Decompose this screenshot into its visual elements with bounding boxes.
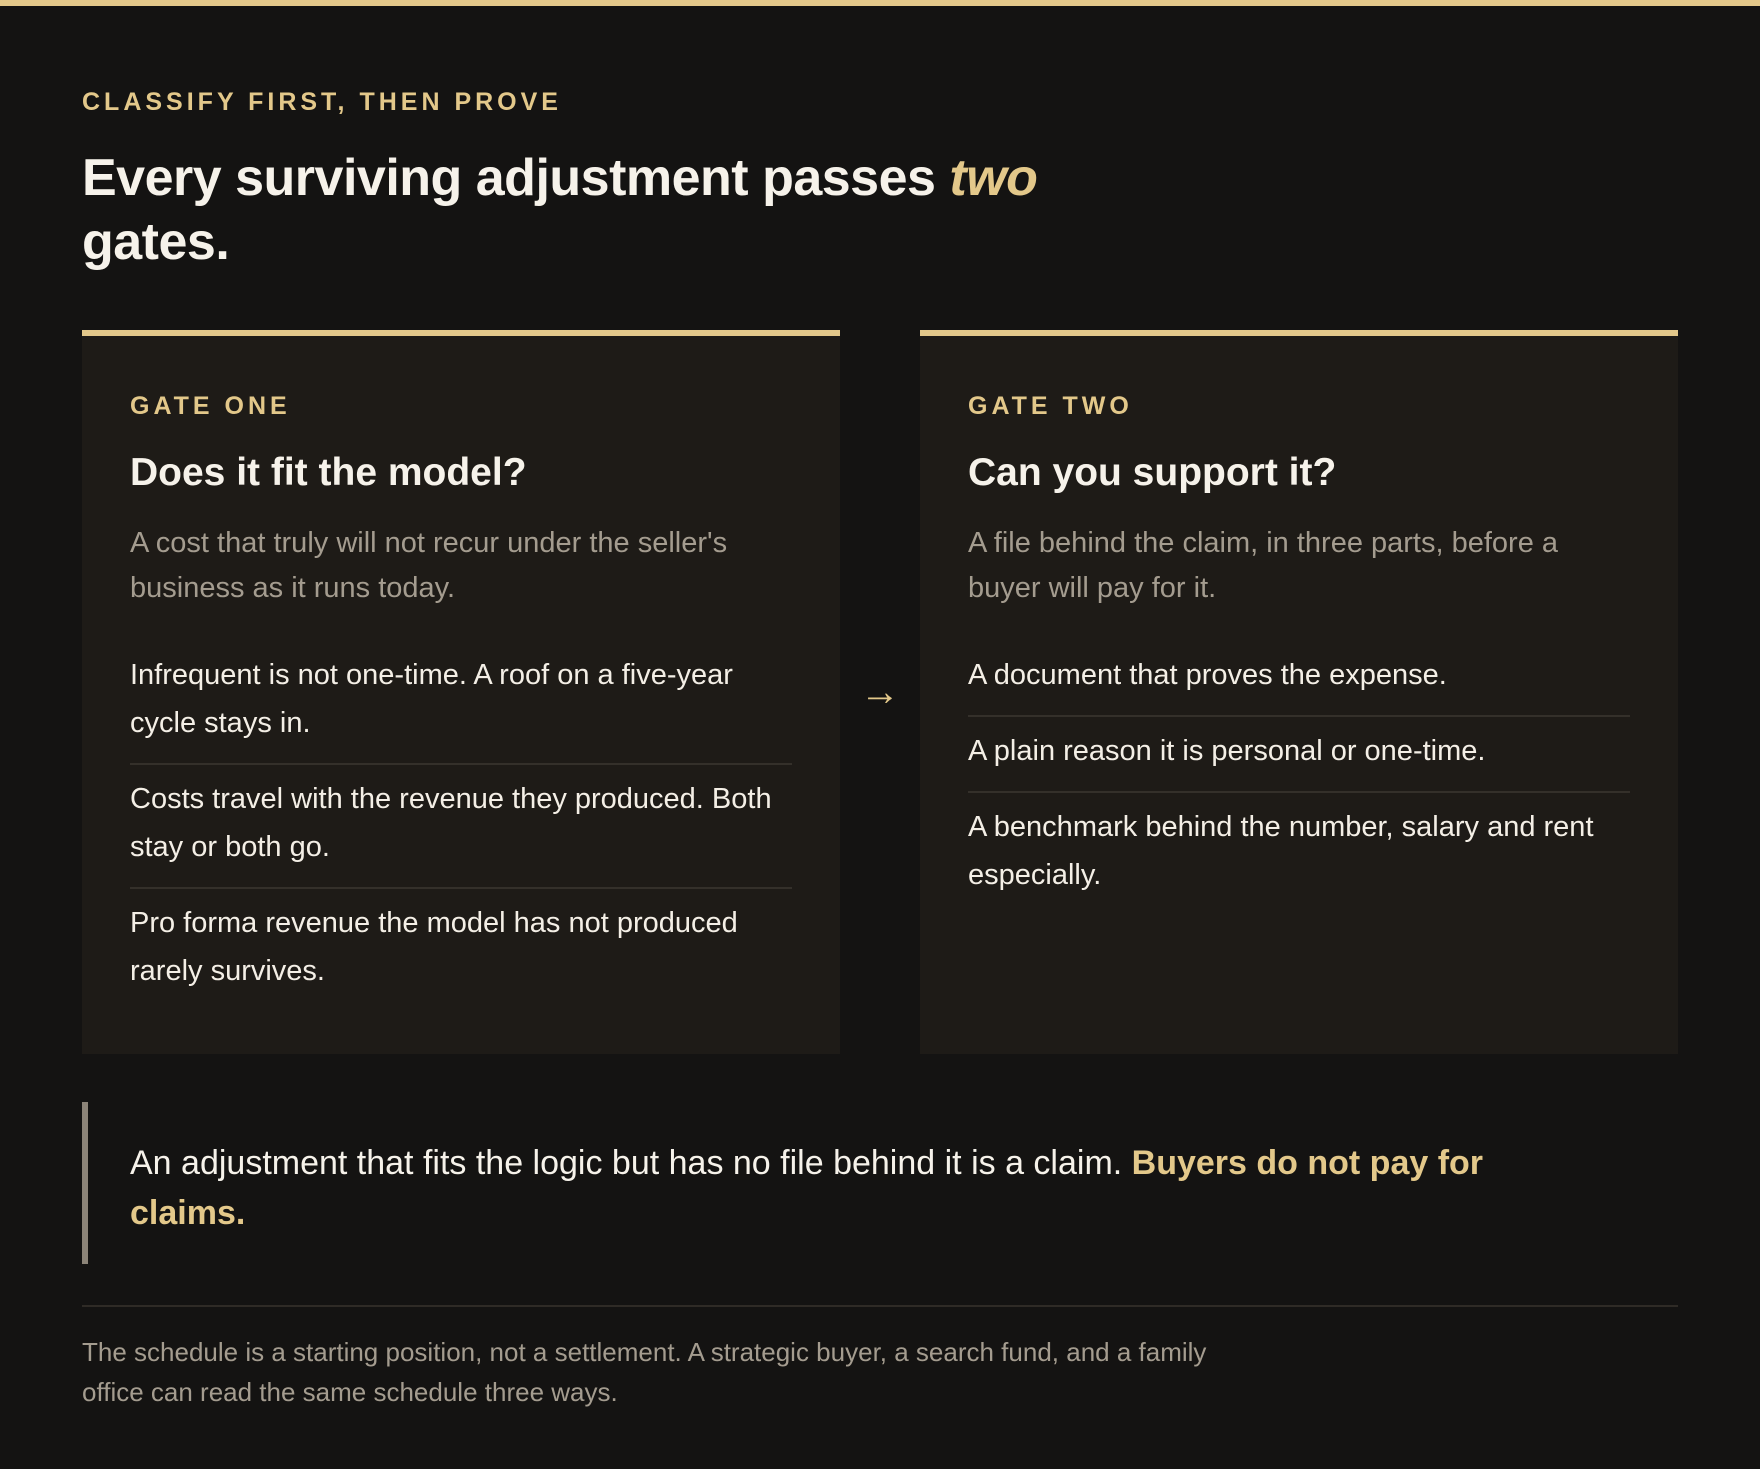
headline-emphasis: two [949, 149, 1038, 207]
gate-two-title: Can you support it? [968, 451, 1337, 494]
pull-quote-body: An adjustment that fits the logic but has no file behind it is a claim. [130, 1144, 1132, 1182]
gate-two-subtitle: A file behind the claim, in three parts, before a buyer will pay for it. [968, 527, 1559, 604]
arrow-right-icon: → [860, 670, 900, 714]
list-item: Pro forma revenue the model has not produced rarely survives. [130, 907, 738, 987]
list-item: Costs travel with the revenue they produced. Both stay or both go. [130, 765, 792, 889]
gate-two-card [920, 330, 1678, 1054]
footnote: The schedule is a starting position, not a settlement. A strategic buyer, a search fund, and a family office can read the same schedule three ways. [82, 1337, 1207, 1407]
page-title [82, 146, 1082, 274]
list-item: A plain reason it is personal or one-time. [968, 717, 1630, 793]
list-item: A benchmark behind the number, salary and rent especially. [968, 811, 1594, 891]
gate-one-subtitle: A cost that truly will not recur under the seller's business as it runs today. [130, 527, 728, 604]
footer-divider [82, 1305, 1678, 1307]
gate-one-card [82, 330, 840, 1054]
headline-text-before: Every surviving adjustment passes [82, 149, 950, 207]
list-item: Infrequent is not one-time. A roof on a five-year cycle stays in. [130, 651, 792, 765]
pull-quote-text [130, 1138, 1530, 1238]
list-item: A document that proves the expense. [968, 651, 1630, 717]
pull-quote-emphasis: Buyers do not pay for claims. [130, 1144, 1484, 1232]
gate-one-label: GATE ONE [130, 392, 291, 420]
section-eyebrow: CLASSIFY FIRST, THEN PROVE [82, 88, 562, 116]
gate-one-title: Does it fit the model? [130, 451, 527, 494]
gate-one-list [130, 651, 792, 1011]
gate-two-label: GATE TWO [968, 392, 1133, 420]
gate-two-list [968, 651, 1630, 915]
headline-text-after: gates. [82, 213, 230, 271]
top-accent-rule [0, 0, 1760, 6]
pull-quote [82, 1102, 1678, 1264]
